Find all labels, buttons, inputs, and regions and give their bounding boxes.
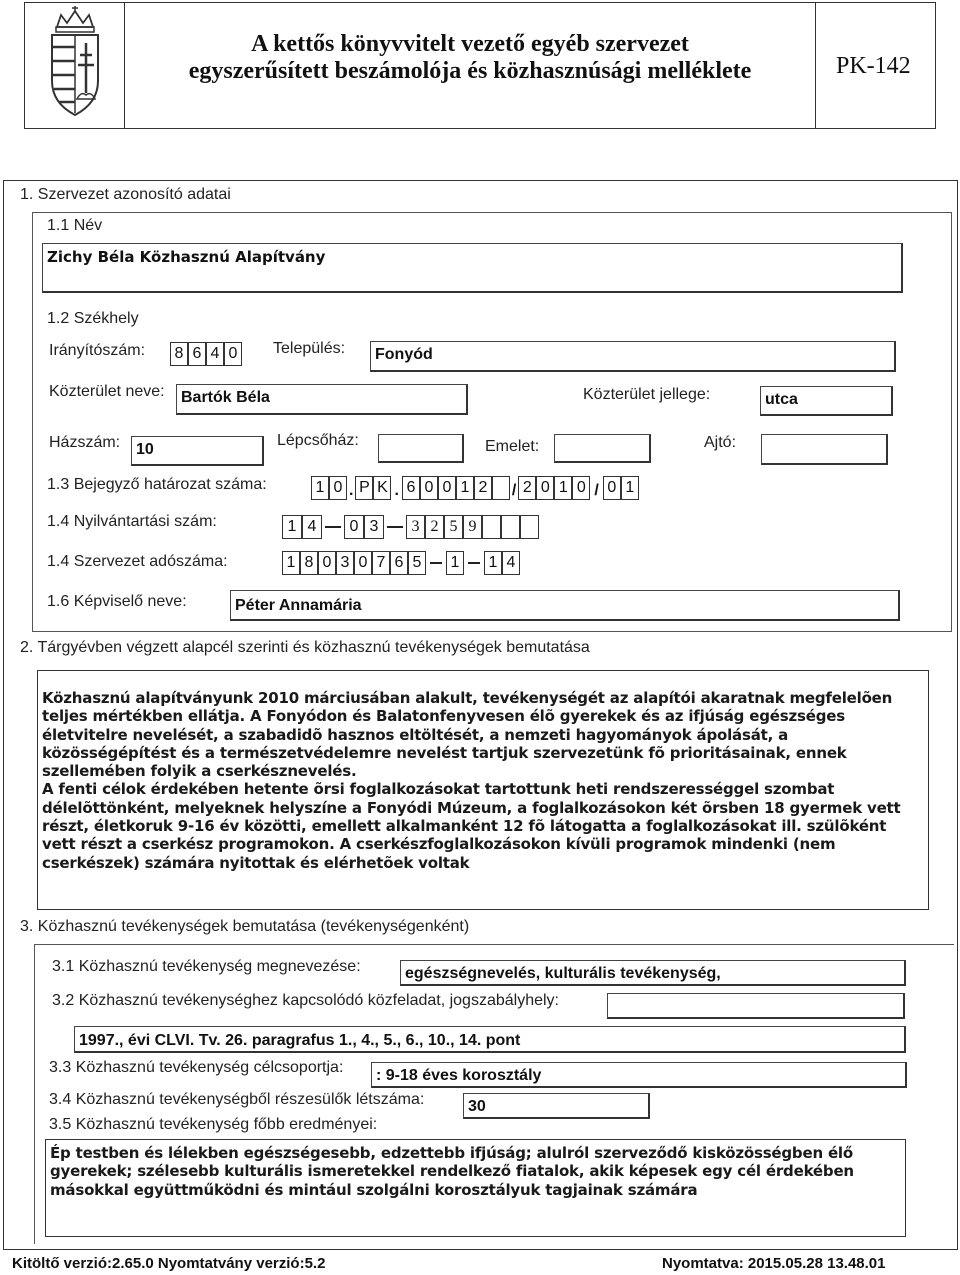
registry-char: 2	[518, 476, 536, 500]
regnum-dash	[387, 526, 403, 528]
tax-dash	[468, 562, 480, 564]
registry-char: 1	[621, 476, 639, 500]
stair-label: Lépcsőház:	[277, 432, 359, 449]
section2-title: 2. Tárgyévben végzett alapcél szerinti és közhasznú tevékenységek bemutatása	[20, 639, 590, 656]
street-type-value: utca	[765, 391, 798, 408]
zip-digit: 0	[224, 342, 242, 366]
seat-label: 1.2 Székhely	[47, 310, 139, 327]
target-field[interactable]	[371, 1062, 907, 1088]
regnum-digit: 3	[364, 515, 384, 539]
regnum-digit	[520, 515, 539, 539]
section3-title: 3. Közhasznú tevékenységek bemutatása (tevékenységenként)	[20, 918, 470, 935]
regnum-field[interactable]	[282, 515, 539, 539]
regnum-dash	[325, 526, 341, 528]
public-task-label: 3.2 Közhasznú tevékenységhez kapcsolódó közfeladat, jogszabályhely:	[52, 992, 559, 1009]
tax-label: 1.4 Szervezet adószáma:	[47, 553, 228, 570]
regnum-label: 1.4 Nyilvántartási szám:	[47, 513, 217, 530]
regnum-digit: 1	[282, 515, 302, 539]
coat-of-arms-icon	[25, 3, 125, 128]
registry-label: 1.3 Bejegyző határozat száma:	[47, 476, 267, 493]
door-field[interactable]	[761, 434, 888, 465]
zip-field[interactable]	[170, 342, 242, 366]
zip-digit: 6	[188, 342, 206, 366]
city-field[interactable]	[370, 341, 896, 372]
name-value: Zichy Béla Közhasznú Alapítvány	[47, 248, 326, 266]
registry-char: 0	[438, 476, 456, 500]
name-label: 1.1 Név	[47, 217, 103, 234]
city-value: Fonyód	[375, 346, 433, 363]
regnum-digit: 0	[344, 515, 364, 539]
house-label: Házszám:	[49, 434, 121, 451]
zip-label: Irányítószám:	[49, 342, 146, 359]
rep-field[interactable]	[230, 590, 900, 621]
tax-digit: 4	[502, 551, 520, 575]
registry-field[interactable]	[311, 476, 639, 500]
section2-text: Közhasznú alapítványunk 2010 márciusában alakult, tevékenységét az alapítói akaratnak megfelelõen teljes mértékben ellátja. A Fonyódon és Balatonfenyvesen élõ gyerekek és az ifjúság egészséges életvitelre nevelését, a szabadidõ hasznos eltöltését, a nemzeti hagyományok ápolását, a közösségépítést és a természetvédelemre nevelést tartjuk szervezetünk fõ prioritásainak, ennek szellemében folyik a cserkésznevelés. A fenti célok érdekében hetente õrsi foglalkozásokat tartottunk heti rendszerességgel szombat délelõttönként, melyeknek helyszíne a Fonyódi Múzeum, a foglalkozásokon két õrsben 18 gyermek vett részt, életkoruk 9-16 év közötti, emellett alkalmanként 12 fõ látogatta a foglalkozásokat ill. szülõként vett részt a cserkész programokon. A cserkészfoglalkozásokon kívüli programok mindenki (nem cserkészek) számára nyitottak és elérhetõek voltak	[42, 689, 901, 872]
participants-label: 3.4 Közhasznú tevékenységből részesülők létszáma:	[49, 1091, 425, 1108]
house-field[interactable]	[131, 436, 264, 466]
target-label: 3.3 Közhasznú tevékenység célcsoportja:	[49, 1059, 344, 1076]
tax-digit: 6	[390, 551, 408, 575]
tax-digit: 8	[300, 551, 318, 575]
registry-char: 2	[474, 476, 492, 500]
tax-dash	[430, 562, 442, 564]
results-text: Ép testben és lélekben egészségesebb, edzettebb ifjúság; alulról szerveződő kisközösségben élő gyerekek; szélesebb kulturális ismeretekkel rendelkező fiatalok, akik képesek egy cél érdekében másokkal együttműködni és mintául szolgálni korosztályuk tagjainak számára	[50, 1144, 854, 1199]
street-type-label: Közterület jellege:	[583, 386, 711, 403]
city-label: Település:	[273, 340, 346, 357]
stair-field[interactable]	[378, 434, 464, 463]
target-value: : 9-18 éves korosztály	[376, 1067, 542, 1084]
door-label: Ajtó:	[704, 434, 737, 451]
street-label: Közterület neve:	[49, 383, 165, 400]
results-label: 3.5 Közhasznú tevékenység főbb eredményei:	[49, 1116, 378, 1133]
form-code: PK-142	[836, 53, 911, 79]
tax-digit: 7	[372, 551, 390, 575]
registry-char: 0	[603, 476, 621, 500]
form-title-line2: egyszerűsített beszámolója és közhasznúsági melléklete	[188, 58, 752, 84]
form-title	[125, 31, 815, 85]
regnum-digit: 2	[425, 515, 444, 539]
rep-label: 1.6 Képviselő neve:	[47, 593, 187, 610]
participants-field[interactable]	[463, 1093, 650, 1119]
registry-char	[492, 476, 510, 500]
registry-dot: .	[349, 482, 354, 499]
activity-name-label: 3.1 Közhasznú tevékenység megnevezése:	[52, 958, 361, 975]
floor-field[interactable]	[554, 434, 651, 463]
tax-digit: 1	[446, 551, 464, 575]
floor-label: Emelet:	[485, 438, 540, 455]
tax-digit: 5	[408, 551, 426, 575]
regnum-digit: 5	[444, 515, 463, 539]
tax-field[interactable]	[282, 551, 520, 575]
street-type-field[interactable]	[760, 386, 893, 416]
street-field[interactable]	[176, 384, 468, 415]
regnum-digit: 4	[302, 515, 322, 539]
registry-slash: /	[594, 482, 599, 499]
footer-version: Kitöltő verzió:2.65.0 Nyomtatvány verzió:5.2	[12, 1255, 326, 1272]
participants-value: 30	[468, 1098, 486, 1115]
registry-char: P	[355, 476, 373, 500]
registry-char: 1	[456, 476, 474, 500]
registry-dot: .	[394, 482, 399, 499]
emblem-cell	[25, 3, 125, 128]
activity-name-value: egészségnevelés, kulturális tevékenység,	[405, 965, 721, 982]
name-field[interactable]	[42, 243, 903, 293]
zip-digit: 8	[170, 342, 188, 366]
house-value: 10	[136, 441, 154, 458]
street-value: Bartók Béla	[181, 389, 270, 406]
regnum-digit	[482, 515, 501, 539]
tax-digit: 3	[336, 551, 354, 575]
form-code-cell	[815, 3, 935, 128]
results-textbox[interactable]	[45, 1139, 906, 1237]
footer-printed: Nyomtatva: 2015.05.28 13.48.01	[662, 1255, 886, 1272]
form-title-line1: A kettős könyvvitelt vezető egyéb szervezet	[251, 31, 689, 57]
rep-value: Péter Annamária	[235, 597, 362, 614]
registry-slash: /	[511, 482, 517, 499]
public-task-field[interactable]	[74, 1026, 906, 1053]
public-task-inline-field[interactable]	[607, 993, 905, 1019]
registry-char: 6	[402, 476, 420, 500]
tax-digit: 1	[282, 551, 300, 575]
registry-char: 1	[311, 476, 329, 500]
regnum-digit: 9	[463, 515, 482, 539]
registry-char: 0	[536, 476, 554, 500]
zip-digit: 4	[206, 342, 224, 366]
regnum-digit	[501, 515, 520, 539]
public-task-value: 1997., évi CLVI. Tv. 26. paragrafus 1., 4., 5., 6., 10., 14. pont	[79, 1032, 521, 1049]
form-header	[24, 2, 936, 129]
tax-digit: 1	[484, 551, 502, 575]
tax-digit: 0	[354, 551, 372, 575]
section2-textbox[interactable]	[37, 670, 929, 910]
registry-char: 1	[554, 476, 572, 500]
tax-digit: 0	[318, 551, 336, 575]
registry-char: 0	[572, 476, 590, 500]
section1-title: 1. Szervezet azonosító adatai	[20, 186, 231, 203]
activity-name-field[interactable]	[400, 960, 906, 986]
registry-char: K	[373, 476, 391, 500]
registry-char: 0	[420, 476, 438, 500]
regnum-digit: 3	[406, 515, 425, 539]
registry-char: 0	[329, 476, 347, 500]
